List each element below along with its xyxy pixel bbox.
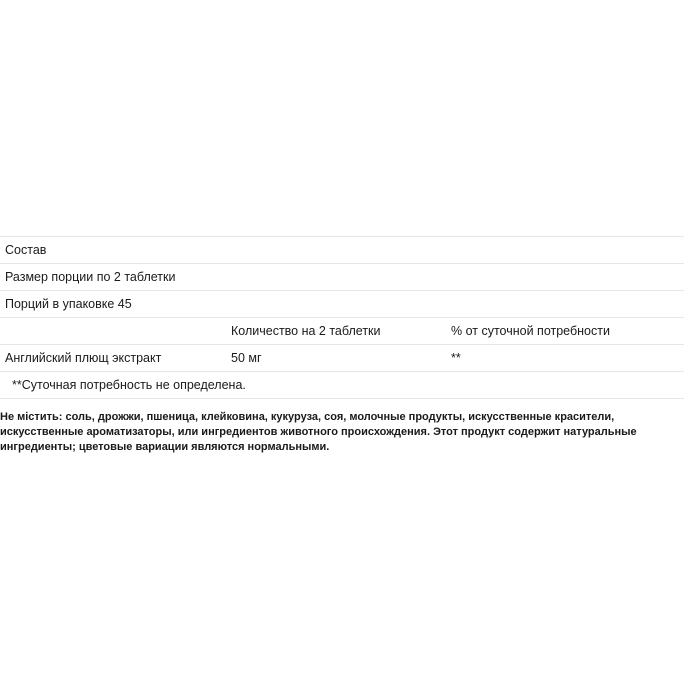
footnote: **Суточная потребность не определена. [0,372,684,399]
column-header-daily-value: % от суточной потребности [446,318,684,345]
serving-size-row [0,264,684,291]
ingredient-daily-value: ** [446,345,684,372]
column-header-empty [0,318,226,345]
serving-size: Размер порции по 2 таблетки [0,264,684,291]
supplement-facts-table [0,236,684,399]
ingredient-row [0,345,684,372]
ingredient-name: Английский плющ экстракт [0,345,226,372]
footnote-row [0,372,684,399]
facts-heading: Состав [0,237,684,264]
column-header-row [0,318,684,345]
servings-per-container-row [0,291,684,318]
facts-heading-row [0,237,684,264]
allergen-disclaimer: Не містить: соль, дрожжи, пшеница, клейковина, кукуруза, соя, молочные продукты, искусственные красители, искусственные ароматизаторы, или ингредиентов животного происхождения. Этот продукт содержит натуральные ингредиенты; цветовые вариации являются нормальными. [0,411,637,453]
servings-per-container: Порций в упаковке 45 [0,291,684,318]
column-header-amount: Количество на 2 таблетки [226,318,446,345]
ingredient-amount: 50 мг [226,345,446,372]
